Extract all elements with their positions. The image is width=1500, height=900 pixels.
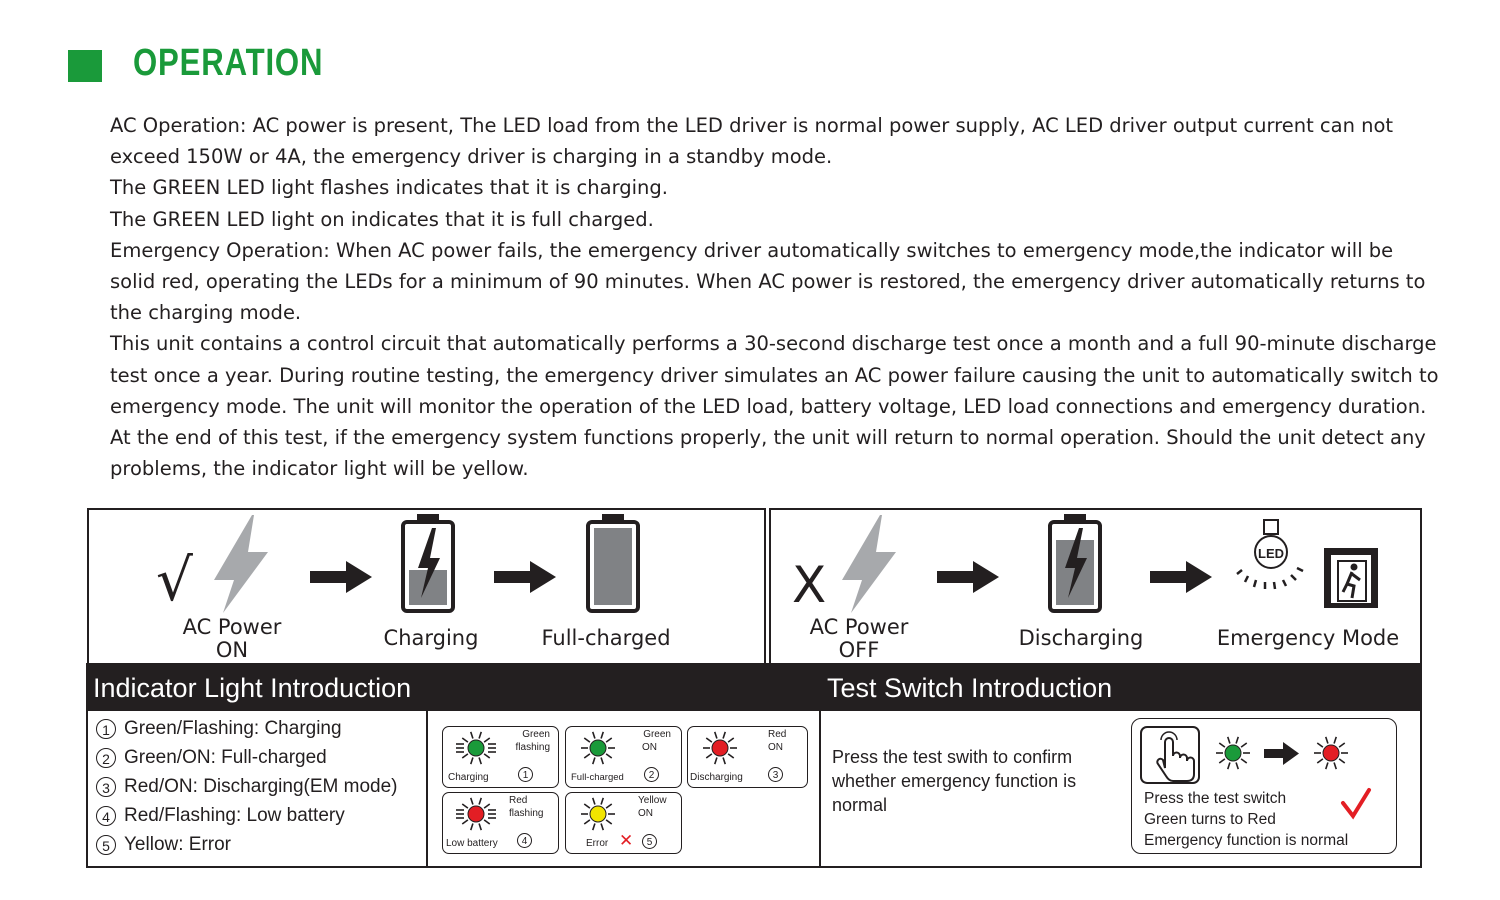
check-mark-icon: √ (156, 546, 193, 614)
legend-color: Red (768, 729, 787, 740)
list-item: 1 Green/Flashing: Charging (96, 714, 397, 743)
legend-label: Low battery (446, 838, 498, 849)
led-bulb-icon (1237, 520, 1303, 589)
number-badge: 1 (518, 767, 533, 782)
number-badge: 5 (96, 835, 116, 855)
legend-state: flashing (515, 742, 550, 753)
ac-power-on-label: AC Power ON (182, 615, 282, 662)
number-badge: 2 (644, 767, 659, 782)
legend-color: Green (643, 729, 671, 740)
legend-card (442, 792, 559, 854)
legend-card (565, 726, 682, 788)
legend-color: Red (509, 795, 528, 806)
charging-label: Charging (383, 626, 479, 650)
list-item: 4 Red/Flashing: Low battery (96, 801, 397, 830)
emergency-mode-label: Emergency Mode (1216, 626, 1400, 650)
discharging-label: Discharging (1018, 626, 1144, 650)
section-title: OPERATION (133, 42, 324, 84)
number-badge: 4 (517, 833, 532, 848)
column-divider (426, 711, 428, 868)
number-badge: 5 (642, 834, 657, 849)
test-switch-description: Press the test swith to confirm whether emergency function is normal (832, 747, 1077, 815)
red-led-icon (1314, 737, 1348, 769)
number-badge: 3 (96, 777, 116, 797)
lightning-bolt-icon (842, 515, 896, 613)
ac-on-flow-graphic (150, 512, 680, 620)
x-mark-icon: X (792, 556, 827, 614)
test-switch-title: Test Switch Introduction (827, 673, 1113, 703)
legend-card (442, 726, 559, 788)
arrow-right-icon (937, 561, 999, 593)
error-cross-icon: ✕ (619, 831, 634, 851)
self-test-paragraph: This unit contains a control circuit that automatically performs a 30-second discharge test once a month and a full 90-minute discharge test once a year. During routine testing, the emergency driver simulates an AC power failure causing the unit to automatically switch to emergency mode. The unit will monitor the operation of the LED load, battery voltage, LED load connections and emergency duration. At the end of this test, if the emergency system functions properly, the unit will return to normal operation. Should the unit detect any problems, the indicator light will be yellow. (110, 332, 1439, 481)
green-flash-paragraph: The GREEN LED light flashes indicates that it is charging. (110, 176, 668, 200)
legend-card (687, 726, 808, 788)
legend-state: ON (638, 808, 653, 819)
legend-color: Yellow (638, 795, 667, 806)
column-divider (819, 711, 821, 868)
ac-operation-paragraph: AC Operation: AC power is present, The LED load from the LED driver is normal power supply, AC LED driver output current can not exceed 150W or 4A, the emergency driver is charging in a standby mode. (110, 114, 1394, 169)
section-marker (68, 50, 102, 82)
emergency-exit-icon (1324, 548, 1378, 608)
legend-label: Charging (448, 772, 489, 783)
list-item: 2 Green/ON: Full-charged (96, 743, 397, 772)
ac-power-off-label: AC Power OFF (809, 615, 909, 662)
test-switch-steps: Press the test switch Green turns to Red Emergency function is normal (1144, 790, 1349, 849)
legend-label: Error (586, 838, 609, 849)
battery-charging-icon (403, 514, 453, 611)
list-item: 3 Red/ON: Discharging(EM mode) (96, 772, 397, 801)
battery-discharging-icon (1050, 514, 1100, 611)
arrow-right-icon (310, 561, 372, 593)
battery-full-icon (588, 514, 638, 611)
legend-label: Discharging (690, 772, 743, 783)
number-badge: 3 (768, 767, 783, 782)
number-badge: 2 (96, 748, 116, 768)
legend-label: Full-charged (571, 772, 624, 783)
legend-state: flashing (509, 808, 544, 819)
legend-color: Green (522, 729, 550, 740)
arrow-right-icon (1264, 742, 1299, 765)
number-badge: 4 (96, 806, 116, 826)
ac-off-flow-graphic (780, 512, 1400, 620)
legend-state: ON (642, 742, 657, 753)
lightning-bolt-icon (214, 515, 268, 613)
operation-description (110, 110, 1440, 484)
svg-text:LED: LED (1258, 546, 1284, 561)
list-item: 5 Yellow: Error (96, 830, 397, 859)
indicator-light-title: Indicator Light Introduction (93, 673, 412, 703)
arrow-right-icon (1150, 561, 1212, 593)
number-badge: 1 (96, 719, 116, 739)
press-button-icon (1141, 727, 1199, 783)
legend-card (565, 792, 682, 854)
indicator-list (96, 714, 397, 859)
green-on-paragraph: The GREEN LED light on indicates that it is full charged. (110, 207, 654, 231)
arrow-right-icon (494, 561, 556, 593)
emergency-operation-paragraph: Emergency Operation: When AC power fails, the emergency driver automatically switches to emergency mode,the indicator will be solid red, operating the LEDs for a minimum of 90 minutes. When AC power is restored, the emergency driver automatically returns to the charging mode. (110, 238, 1426, 325)
full-charged-label: Full-charged (541, 626, 671, 650)
green-led-icon (1216, 737, 1250, 769)
legend-state: ON (768, 742, 783, 753)
